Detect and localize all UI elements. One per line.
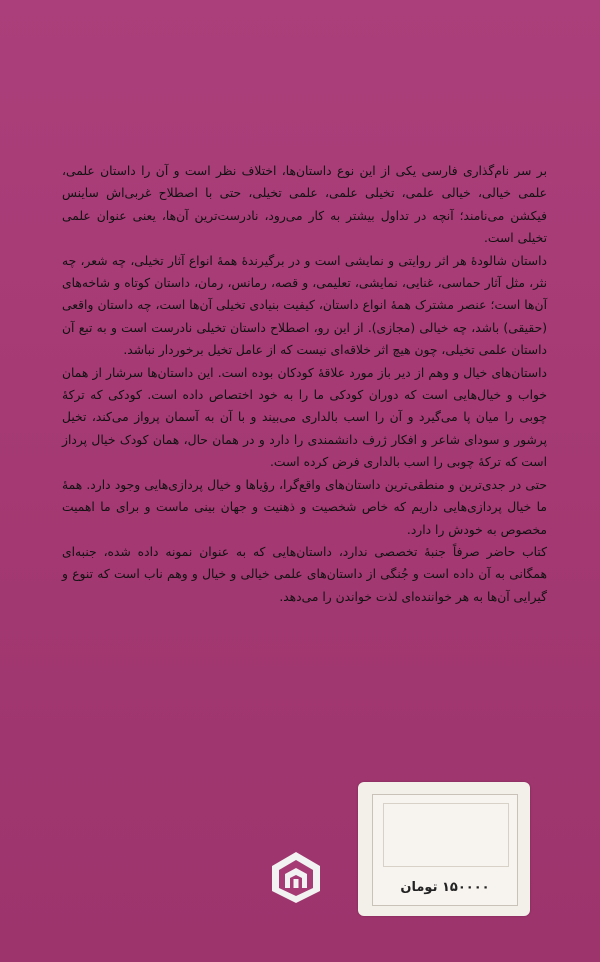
price-label bbox=[372, 794, 518, 906]
barcode-area bbox=[383, 803, 509, 867]
price-text: ۱۵۰۰۰۰ تومان bbox=[400, 880, 490, 895]
blurb-paragraph-4: حتی در جدی‌ترین و منطقی‌ترین داستان‌های واقع‌گرا، رؤیاها و خیال پردازی‌هایی وجود دارد. همۀ ما خیال پردازی‌هایی داریم که خاص شخصیت و ذهنیت و جهان بینی ماست و برای ما اهمیت مخصوص به خودش را دارد. bbox=[62, 477, 547, 537]
blurb-paragraph-2: داستان شالودۀ هر اثر روایتی و نمایشی است و در برگیرندۀ همۀ انواع آثار تخیلی، چه شعر، چه نثر، مثل آثار حماسی، غنایی، نمایشی، تعلیمی، و قصه، رمانس، رمان، داستان کوتاه و شاخه‌های آن‌ها است؛ عنصر مشترک همۀ انواع داستان، کیفیت بنیادی تخیلی آن‌ها است، چه داستان واقعی (حقیقی) باشد، چه خیالی (مجازی). از این رو، اصطلاح داستان تخیلی نادرست است و به تبع آن داستان علمی تخیلی، چون هیچ اثر خلاقه‌ای نیست که از عامل تخیل برخوردار نباشد. bbox=[62, 253, 547, 358]
blurb-paragraph-5: کتاب حاضر صرفاً جنبۀ تخصصی ندارد، داستان‌هایی که به عنوان نمونه داده شده، جنبه‌ای همگانی به آن داده است و جُنگی از داستان‌های علمی خیالی و خیال و وهم ناب است که تنوع و گیرایی آن‌ها به هر خواننده‌ای لذت خواندن را می‌دهد. bbox=[62, 544, 547, 604]
blurb-paragraph-1: بر سر نام‌گذاری فارسی یکی از این نوع داستان‌ها، اختلاف نظر است و آن را داستان علمی، علمی خیالی، خیالی علمی، تخیلی علمی، علمی تخیلی، حتی با اصطلاح غربی‌اش ساینس فیکشن می‌نامند؛ آنچه در تداول بیشتر به کار می‌رود، نادرست‌ترین آن‌ها، یعنی عنوان علمی تخیلی است. bbox=[62, 164, 547, 246]
blurb-text bbox=[62, 160, 547, 608]
blurb-paragraph-3: داستان‌های خیال و وهم از دیر باز مورد علاقۀ کودکان بوده است. این داستان‌ها سرشار از همان خواب و خیال‌هایی است که دوران کودکی ما را به خود اختصاص داده است. کودکی که ترکۀ چوبی را میان پا می‌گیرد و آن را اسب بالداری می‌بیند و با آن به آسمان پرواز می‌کند، تخیل پرشور و سودای شاعر و افکار ژرف دانشمندی را دارد و در همان حال، همان کودک خیال پرداز است که ترکۀ چوبی را اسب بالداری فرض کرده است. bbox=[62, 365, 547, 470]
publisher-logo-icon bbox=[268, 849, 324, 905]
price-sticker bbox=[358, 782, 530, 916]
